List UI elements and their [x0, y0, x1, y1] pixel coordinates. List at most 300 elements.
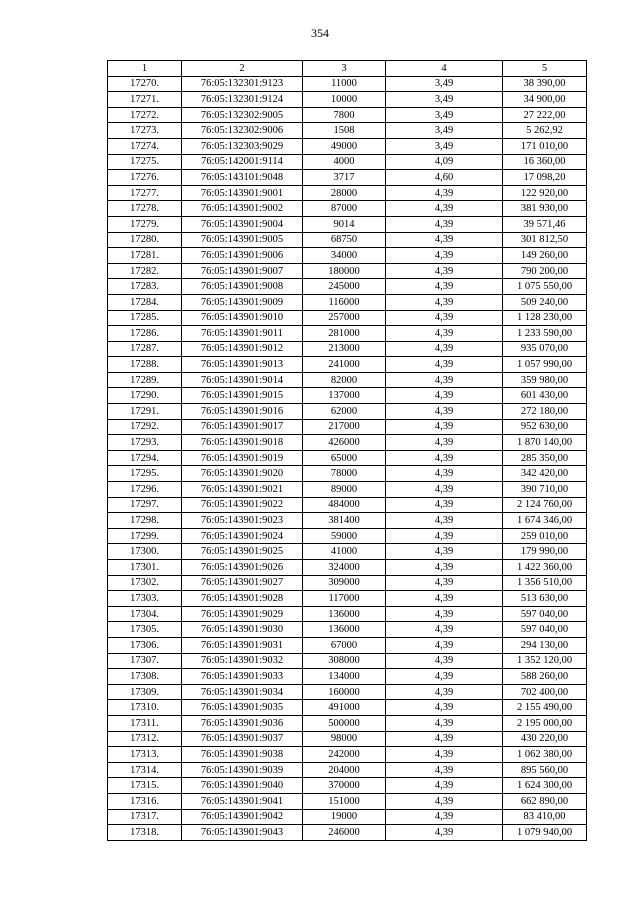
table-row [108, 528, 587, 544]
data-table [107, 60, 587, 841]
table-row [108, 92, 587, 108]
header-cell-area: 3 [303, 61, 386, 77]
rate-cell: 4,39 [386, 201, 503, 217]
row-number-cell: 17313. [108, 747, 182, 763]
table-row [108, 372, 587, 388]
table-row [108, 560, 587, 576]
row-number-cell: 17306. [108, 637, 182, 653]
row-number-cell: 17291. [108, 404, 182, 420]
value-cell: 27 222,00 [503, 107, 587, 123]
cadastral-number-cell: 76:05:143901:9026 [182, 560, 303, 576]
area-cell: 116000 [303, 294, 386, 310]
row-number-cell: 17274. [108, 138, 182, 154]
table-row [108, 622, 587, 638]
row-number-cell: 17277. [108, 185, 182, 201]
cadastral-number-cell: 76:05:143901:9039 [182, 762, 303, 778]
area-cell: 180000 [303, 263, 386, 279]
table-row [108, 809, 587, 825]
table-row [108, 575, 587, 591]
cadastral-number-cell: 76:05:143901:9007 [182, 263, 303, 279]
area-cell: 204000 [303, 762, 386, 778]
row-number-cell: 17301. [108, 560, 182, 576]
cadastral-number-cell: 76:05:143901:9028 [182, 591, 303, 607]
cadastral-number-cell: 76:05:143901:9021 [182, 482, 303, 498]
row-number-cell: 17275. [108, 154, 182, 170]
row-number-cell: 17298. [108, 513, 182, 529]
rate-cell: 4,39 [386, 575, 503, 591]
row-number-cell: 17311. [108, 715, 182, 731]
table-row [108, 700, 587, 716]
row-number-cell: 17290. [108, 388, 182, 404]
cadastral-number-cell: 76:05:143901:9004 [182, 216, 303, 232]
value-cell: 294 130,00 [503, 637, 587, 653]
value-cell: 1 062 380,00 [503, 747, 587, 763]
value-cell: 1 624 300,00 [503, 778, 587, 794]
rate-cell: 4,39 [386, 669, 503, 685]
rate-cell: 4,39 [386, 825, 503, 841]
cadastral-number-cell: 76:05:143901:9016 [182, 404, 303, 420]
cadastral-number-cell: 76:05:143901:9014 [182, 372, 303, 388]
area-cell: 242000 [303, 747, 386, 763]
table-row [108, 747, 587, 763]
row-number-cell: 17283. [108, 279, 182, 295]
cadastral-number-cell: 76:05:143901:9019 [182, 450, 303, 466]
area-cell: 7800 [303, 107, 386, 123]
cadastral-number-cell: 76:05:143901:9033 [182, 669, 303, 685]
area-cell: 19000 [303, 809, 386, 825]
row-number-cell: 17293. [108, 435, 182, 451]
row-number-cell: 17310. [108, 700, 182, 716]
rate-cell: 4,39 [386, 762, 503, 778]
rate-cell: 4,39 [386, 466, 503, 482]
row-number-cell: 17289. [108, 372, 182, 388]
area-cell: 136000 [303, 622, 386, 638]
rate-cell: 4,39 [386, 778, 503, 794]
rate-cell: 4,39 [386, 310, 503, 326]
rate-cell: 4,39 [386, 684, 503, 700]
cadastral-number-cell: 76:05:132301:9124 [182, 92, 303, 108]
table-row [108, 497, 587, 513]
row-number-cell: 17280. [108, 232, 182, 248]
cadastral-number-cell: 76:05:143901:9001 [182, 185, 303, 201]
row-number-cell: 17281. [108, 248, 182, 264]
rate-cell: 4,39 [386, 700, 503, 716]
table-row [108, 450, 587, 466]
cadastral-number-cell: 76:05:143901:9042 [182, 809, 303, 825]
cadastral-number-cell: 76:05:143901:9040 [182, 778, 303, 794]
cadastral-number-cell: 76:05:143901:9009 [182, 294, 303, 310]
area-cell: 137000 [303, 388, 386, 404]
area-cell: 98000 [303, 731, 386, 747]
cadastral-number-cell: 76:05:142001:9114 [182, 154, 303, 170]
table-row [108, 793, 587, 809]
cadastral-number-cell: 76:05:143901:9002 [182, 201, 303, 217]
rate-cell: 4,39 [386, 216, 503, 232]
value-cell: 1 356 510,00 [503, 575, 587, 591]
table-row [108, 107, 587, 123]
table-body [108, 76, 587, 840]
value-cell: 2 155 490,00 [503, 700, 587, 716]
area-cell: 213000 [303, 341, 386, 357]
rate-cell: 4,39 [386, 263, 503, 279]
value-cell: 381 930,00 [503, 201, 587, 217]
cadastral-number-cell: 76:05:143901:9022 [182, 497, 303, 513]
row-number-cell: 17296. [108, 482, 182, 498]
table-row [108, 138, 587, 154]
area-cell: 49000 [303, 138, 386, 154]
area-cell: 381400 [303, 513, 386, 529]
row-number-cell: 17286. [108, 326, 182, 342]
table-row [108, 310, 587, 326]
value-cell: 2 195 000,00 [503, 715, 587, 731]
rate-cell: 4,39 [386, 747, 503, 763]
table-row [108, 419, 587, 435]
area-cell: 78000 [303, 466, 386, 482]
cadastral-number-cell: 76:05:143901:9011 [182, 326, 303, 342]
area-cell: 34000 [303, 248, 386, 264]
row-number-cell: 17276. [108, 170, 182, 186]
row-number-cell: 17303. [108, 591, 182, 607]
table-row [108, 684, 587, 700]
cadastral-number-cell: 76:05:143901:9032 [182, 653, 303, 669]
rate-cell: 4,39 [386, 435, 503, 451]
cadastral-number-cell: 76:05:132302:9005 [182, 107, 303, 123]
cadastral-number-cell: 76:05:143901:9023 [182, 513, 303, 529]
row-number-cell: 17312. [108, 731, 182, 747]
area-cell: 136000 [303, 606, 386, 622]
value-cell: 171 010,00 [503, 138, 587, 154]
value-cell: 662 890,00 [503, 793, 587, 809]
value-cell: 272 180,00 [503, 404, 587, 420]
table-row [108, 154, 587, 170]
row-number-cell: 17302. [108, 575, 182, 591]
table-row [108, 185, 587, 201]
rate-cell: 4,39 [386, 513, 503, 529]
table-row [108, 388, 587, 404]
table-row [108, 326, 587, 342]
cadastral-number-cell: 76:05:132301:9123 [182, 76, 303, 92]
area-cell: 59000 [303, 528, 386, 544]
page-number: 354 [311, 26, 329, 40]
rate-cell: 4,39 [386, 185, 503, 201]
value-cell: 790 200,00 [503, 263, 587, 279]
cadastral-number-cell: 76:05:143901:9006 [182, 248, 303, 264]
row-number-cell: 17292. [108, 419, 182, 435]
cadastral-number-cell: 76:05:143901:9024 [182, 528, 303, 544]
table-row [108, 513, 587, 529]
area-cell: 281000 [303, 326, 386, 342]
header-cell-cadastral-number: 2 [182, 61, 303, 77]
cadastral-number-cell: 76:05:143901:9029 [182, 606, 303, 622]
row-number-cell: 17270. [108, 76, 182, 92]
row-number-cell: 17284. [108, 294, 182, 310]
row-number-cell: 17309. [108, 684, 182, 700]
value-cell: 5 262,92 [503, 123, 587, 139]
area-cell: 41000 [303, 544, 386, 560]
value-cell: 16 360,00 [503, 154, 587, 170]
table-row [108, 170, 587, 186]
value-cell: 702 400,00 [503, 684, 587, 700]
cadastral-number-cell: 76:05:143901:9018 [182, 435, 303, 451]
value-cell: 430 220,00 [503, 731, 587, 747]
table-row [108, 653, 587, 669]
value-cell: 301 812,50 [503, 232, 587, 248]
value-cell: 1 128 230,00 [503, 310, 587, 326]
table-row [108, 715, 587, 731]
cadastral-number-cell: 76:05:143901:9037 [182, 731, 303, 747]
value-cell: 1 352 120,00 [503, 653, 587, 669]
area-cell: 3717 [303, 170, 386, 186]
value-cell: 38 390,00 [503, 76, 587, 92]
area-cell: 117000 [303, 591, 386, 607]
rate-cell: 4,39 [386, 622, 503, 638]
cadastral-number-cell: 76:05:143901:9031 [182, 637, 303, 653]
rate-cell: 4,09 [386, 154, 503, 170]
value-cell: 1 079 940,00 [503, 825, 587, 841]
row-number-cell: 17315. [108, 778, 182, 794]
area-cell: 10000 [303, 92, 386, 108]
area-cell: 65000 [303, 450, 386, 466]
area-cell: 217000 [303, 419, 386, 435]
header-cell-value: 5 [503, 61, 587, 77]
cadastral-number-cell: 76:05:143901:9017 [182, 419, 303, 435]
area-cell: 370000 [303, 778, 386, 794]
table-row [108, 263, 587, 279]
area-cell: 4000 [303, 154, 386, 170]
value-cell: 1 674 346,00 [503, 513, 587, 529]
area-cell: 9014 [303, 216, 386, 232]
rate-cell: 4,60 [386, 170, 503, 186]
rate-cell: 4,39 [386, 419, 503, 435]
table-row [108, 435, 587, 451]
area-cell: 484000 [303, 497, 386, 513]
value-cell: 390 710,00 [503, 482, 587, 498]
value-cell: 895 560,00 [503, 762, 587, 778]
cadastral-number-cell: 76:05:143901:9030 [182, 622, 303, 638]
header-cell-rate: 4 [386, 61, 503, 77]
rate-cell: 4,39 [386, 232, 503, 248]
table-row [108, 341, 587, 357]
row-number-cell: 17305. [108, 622, 182, 638]
table-header [108, 61, 587, 77]
table-row [108, 606, 587, 622]
table-row [108, 544, 587, 560]
cadastral-number-cell: 76:05:143901:9015 [182, 388, 303, 404]
table-row [108, 466, 587, 482]
rate-cell: 4,39 [386, 497, 503, 513]
row-number-cell: 17304. [108, 606, 182, 622]
rate-cell: 4,39 [386, 294, 503, 310]
area-cell: 68750 [303, 232, 386, 248]
rate-cell: 4,39 [386, 326, 503, 342]
row-number-cell: 17288. [108, 357, 182, 373]
cadastral-number-cell: 76:05:132303:9029 [182, 138, 303, 154]
area-cell: 257000 [303, 310, 386, 326]
area-cell: 491000 [303, 700, 386, 716]
area-cell: 309000 [303, 575, 386, 591]
area-cell: 87000 [303, 201, 386, 217]
cadastral-number-cell: 76:05:132302:9006 [182, 123, 303, 139]
area-cell: 134000 [303, 669, 386, 685]
cadastral-number-cell: 76:05:143901:9038 [182, 747, 303, 763]
rate-cell: 4,39 [386, 404, 503, 420]
rate-cell: 4,39 [386, 731, 503, 747]
row-number-cell: 17271. [108, 92, 182, 108]
table-row [108, 482, 587, 498]
row-number-cell: 17299. [108, 528, 182, 544]
cadastral-number-cell: 76:05:143901:9020 [182, 466, 303, 482]
cadastral-number-cell: 76:05:143901:9008 [182, 279, 303, 295]
table-row [108, 201, 587, 217]
value-cell: 1 422 360,00 [503, 560, 587, 576]
rate-cell: 4,39 [386, 544, 503, 560]
value-cell: 17 098,20 [503, 170, 587, 186]
value-cell: 1 233 590,00 [503, 326, 587, 342]
cadastral-number-cell: 76:05:143901:9043 [182, 825, 303, 841]
table-row [108, 825, 587, 841]
row-number-cell: 17294. [108, 450, 182, 466]
cadastral-number-cell: 76:05:143901:9012 [182, 341, 303, 357]
value-cell: 1 075 550,00 [503, 279, 587, 295]
rate-cell: 4,39 [386, 341, 503, 357]
area-cell: 160000 [303, 684, 386, 700]
rate-cell: 4,39 [386, 793, 503, 809]
cadastral-number-cell: 76:05:143901:9034 [182, 684, 303, 700]
row-number-cell: 17314. [108, 762, 182, 778]
row-number-cell: 17318. [108, 825, 182, 841]
value-cell: 179 990,00 [503, 544, 587, 560]
table-row [108, 669, 587, 685]
area-cell: 241000 [303, 357, 386, 373]
table-row [108, 637, 587, 653]
row-number-cell: 17307. [108, 653, 182, 669]
cadastral-number-cell: 76:05:143901:9013 [182, 357, 303, 373]
area-cell: 11000 [303, 76, 386, 92]
value-cell: 952 630,00 [503, 419, 587, 435]
rate-cell: 3,49 [386, 92, 503, 108]
value-cell: 2 124 760,00 [503, 497, 587, 513]
row-number-cell: 17316. [108, 793, 182, 809]
value-cell: 359 980,00 [503, 372, 587, 388]
rate-cell: 4,39 [386, 637, 503, 653]
table-row [108, 778, 587, 794]
table-row [108, 76, 587, 92]
cadastral-number-cell: 76:05:143901:9027 [182, 575, 303, 591]
rate-cell: 4,39 [386, 715, 503, 731]
value-cell: 597 040,00 [503, 606, 587, 622]
rate-cell: 4,39 [386, 372, 503, 388]
rate-cell: 4,39 [386, 560, 503, 576]
row-number-cell: 17278. [108, 201, 182, 217]
row-number-cell: 17300. [108, 544, 182, 560]
area-cell: 62000 [303, 404, 386, 420]
rate-cell: 3,49 [386, 138, 503, 154]
value-cell: 588 260,00 [503, 669, 587, 685]
area-cell: 426000 [303, 435, 386, 451]
rate-cell: 4,39 [386, 279, 503, 295]
rate-cell: 3,49 [386, 76, 503, 92]
value-cell: 285 350,00 [503, 450, 587, 466]
cadastral-number-cell: 76:05:143901:9041 [182, 793, 303, 809]
rate-cell: 3,49 [386, 123, 503, 139]
rate-cell: 4,39 [386, 809, 503, 825]
row-number-cell: 17279. [108, 216, 182, 232]
value-cell: 34 900,00 [503, 92, 587, 108]
area-cell: 67000 [303, 637, 386, 653]
table-row [108, 404, 587, 420]
row-number-cell: 17297. [108, 497, 182, 513]
table-row [108, 248, 587, 264]
table-row [108, 123, 587, 139]
table-row [108, 279, 587, 295]
table-row [108, 591, 587, 607]
rate-cell: 4,39 [386, 591, 503, 607]
table-row [108, 232, 587, 248]
value-cell: 149 260,00 [503, 248, 587, 264]
area-cell: 151000 [303, 793, 386, 809]
value-cell: 83 410,00 [503, 809, 587, 825]
table-row [108, 762, 587, 778]
cadastral-number-cell: 76:05:143901:9025 [182, 544, 303, 560]
rate-cell: 4,39 [386, 388, 503, 404]
row-number-cell: 17308. [108, 669, 182, 685]
rate-cell: 4,39 [386, 606, 503, 622]
area-cell: 500000 [303, 715, 386, 731]
row-number-cell: 17282. [108, 263, 182, 279]
row-number-cell: 17285. [108, 310, 182, 326]
cadastral-number-cell: 76:05:143101:9048 [182, 170, 303, 186]
value-cell: 509 240,00 [503, 294, 587, 310]
value-cell: 122 920,00 [503, 185, 587, 201]
area-cell: 308000 [303, 653, 386, 669]
rate-cell: 4,39 [386, 450, 503, 466]
value-cell: 601 430,00 [503, 388, 587, 404]
rate-cell: 4,39 [386, 653, 503, 669]
value-cell: 1 870 140,00 [503, 435, 587, 451]
cadastral-number-cell: 76:05:143901:9010 [182, 310, 303, 326]
rate-cell: 4,39 [386, 528, 503, 544]
value-cell: 935 070,00 [503, 341, 587, 357]
area-cell: 324000 [303, 560, 386, 576]
value-cell: 259 010,00 [503, 528, 587, 544]
cadastral-number-cell: 76:05:143901:9035 [182, 700, 303, 716]
table-row [108, 357, 587, 373]
area-cell: 245000 [303, 279, 386, 295]
row-number-cell: 17273. [108, 123, 182, 139]
table-row [108, 216, 587, 232]
row-number-cell: 17295. [108, 466, 182, 482]
value-cell: 597 040,00 [503, 622, 587, 638]
rate-cell: 3,49 [386, 107, 503, 123]
value-cell: 1 057 990,00 [503, 357, 587, 373]
header-cell-number: 1 [108, 61, 182, 77]
value-cell: 342 420,00 [503, 466, 587, 482]
cadastral-number-cell: 76:05:143901:9005 [182, 232, 303, 248]
row-number-cell: 17287. [108, 341, 182, 357]
area-cell: 82000 [303, 372, 386, 388]
area-cell: 246000 [303, 825, 386, 841]
value-cell: 39 571,46 [503, 216, 587, 232]
cadastral-number-cell: 76:05:143901:9036 [182, 715, 303, 731]
value-cell: 513 630,00 [503, 591, 587, 607]
rate-cell: 4,39 [386, 248, 503, 264]
area-cell: 1508 [303, 123, 386, 139]
rate-cell: 4,39 [386, 482, 503, 498]
area-cell: 28000 [303, 185, 386, 201]
table-row [108, 294, 587, 310]
header-row [108, 61, 587, 77]
row-number-cell: 17317. [108, 809, 182, 825]
